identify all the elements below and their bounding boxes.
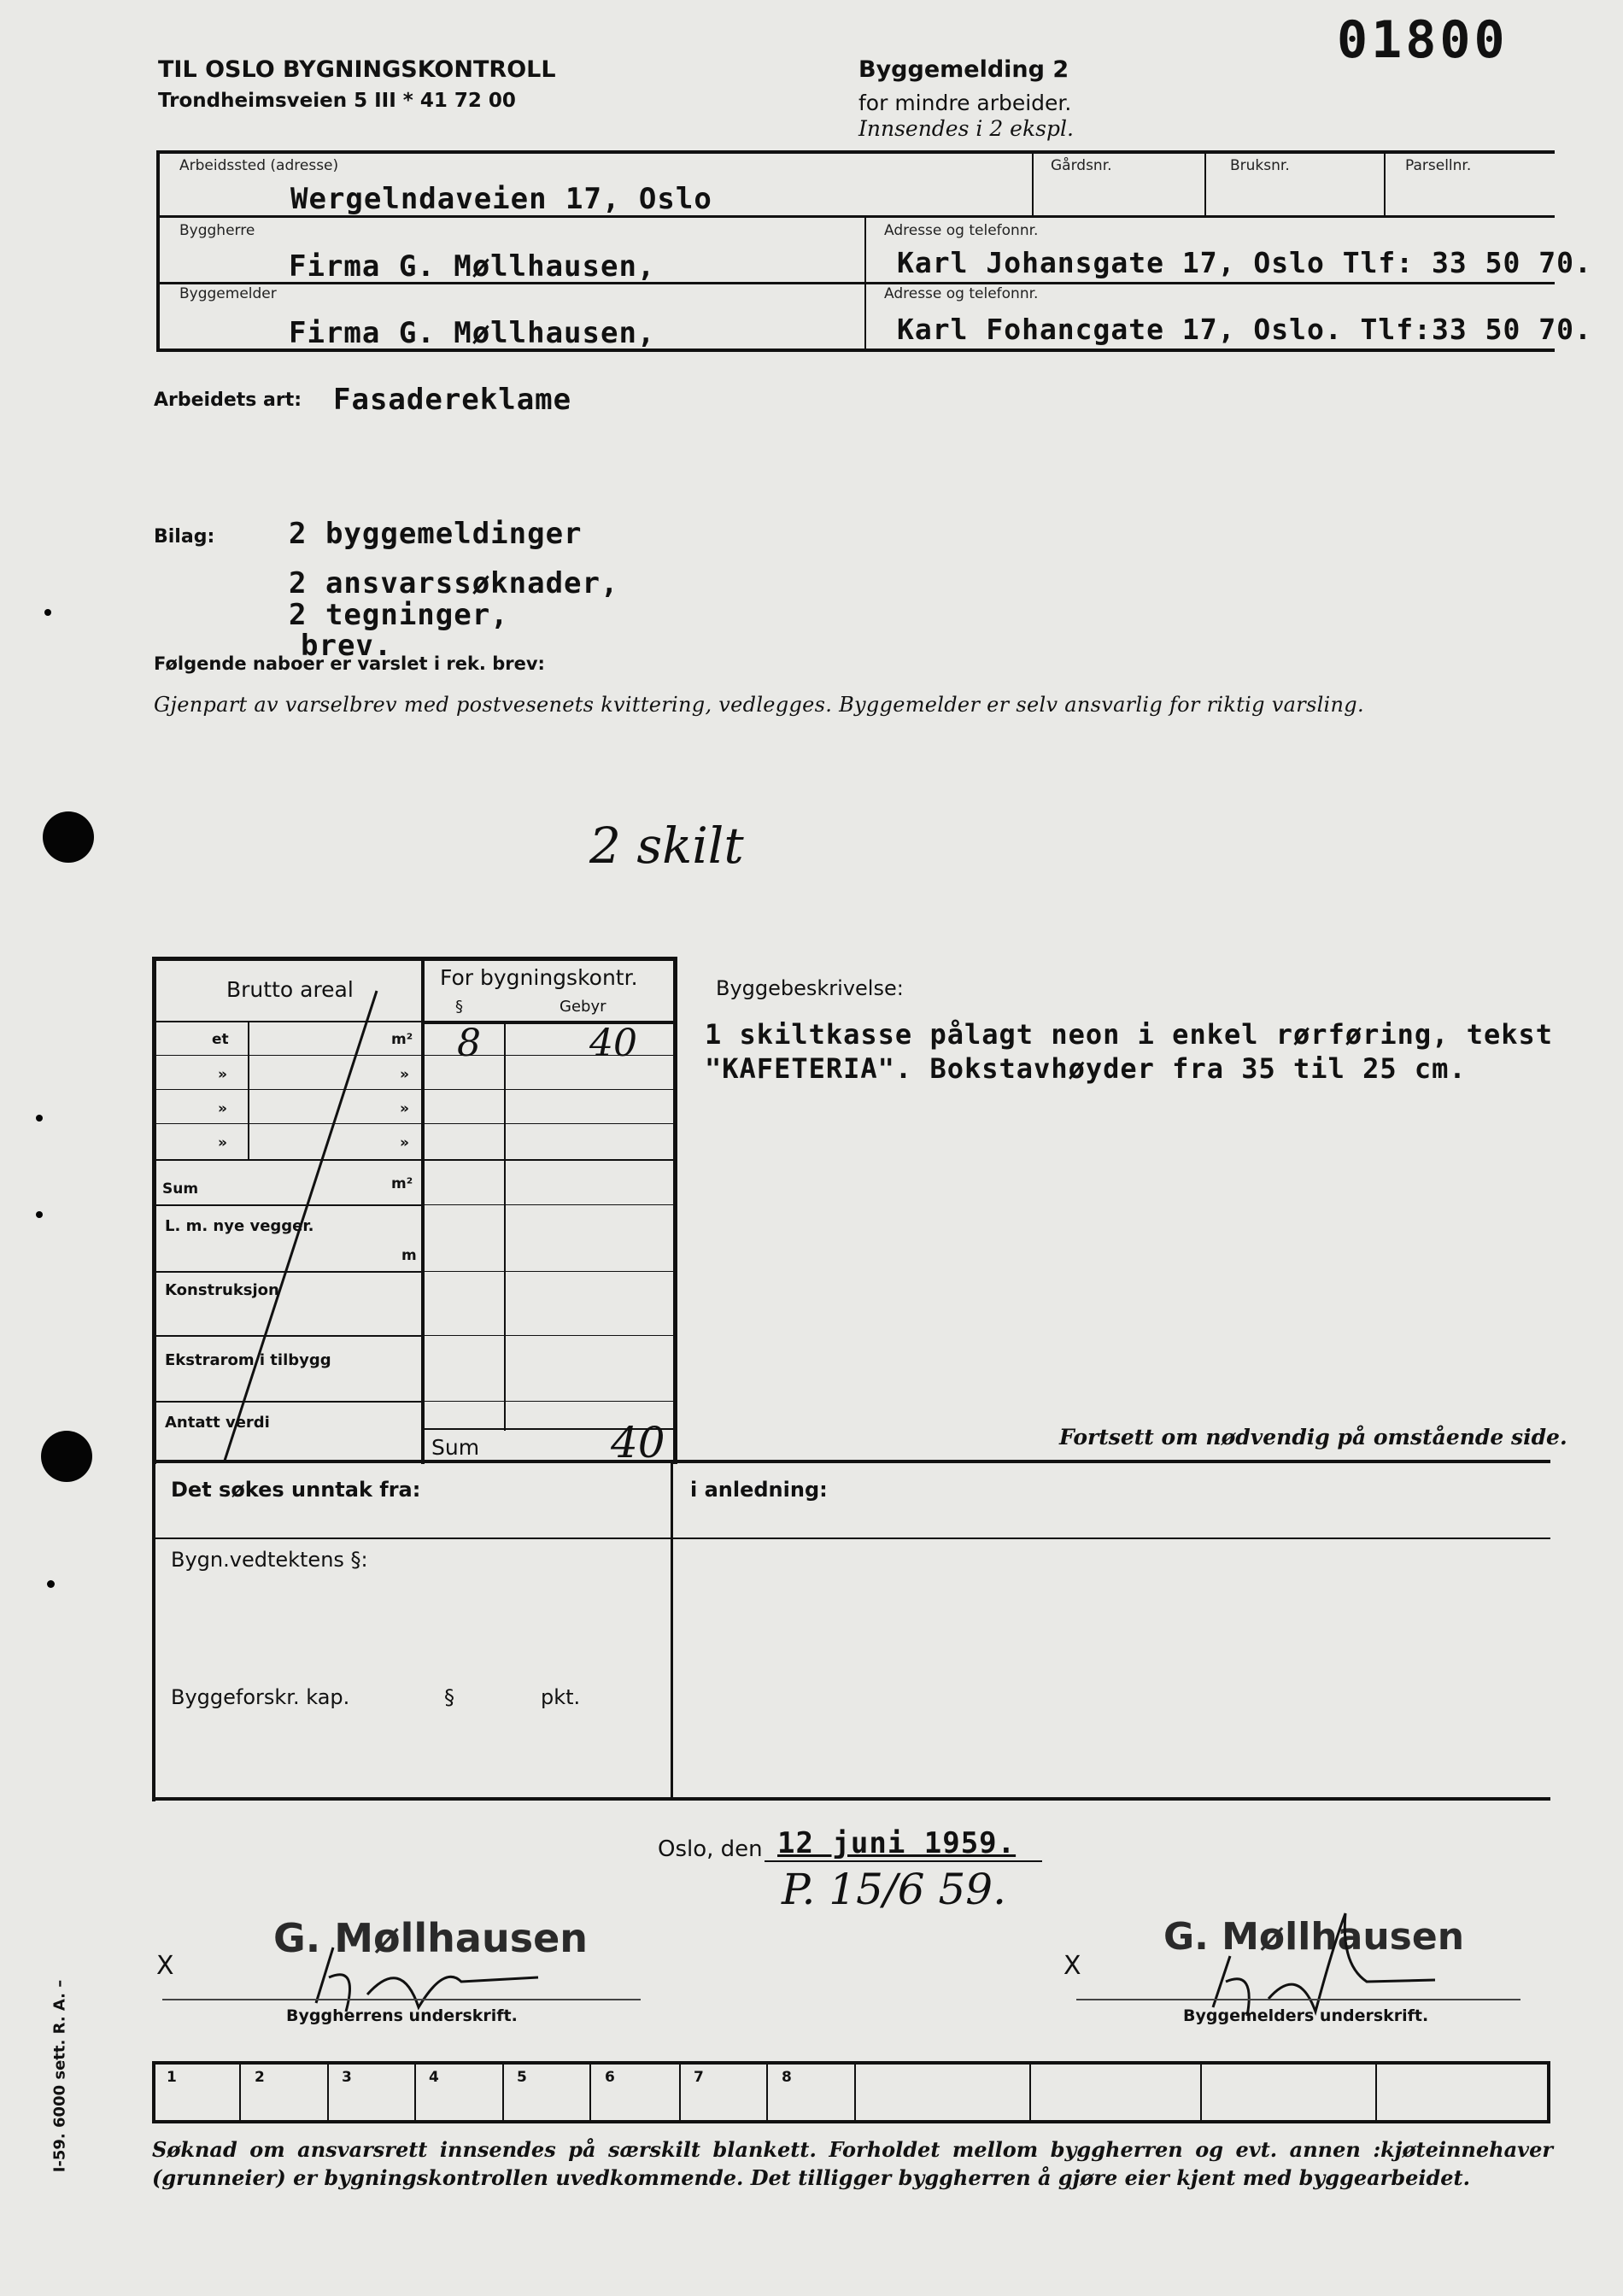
antatt-verdi-label: Antatt verdi xyxy=(165,1414,270,1432)
date-prefix: Oslo, den xyxy=(658,1836,763,1862)
bottom-cell-number: 6 xyxy=(605,2069,615,2086)
gebyr-col-label: Gebyr xyxy=(560,998,606,1016)
beskrivelse-line: "KAFETERIA". Bokstavhøyder fra 35 til 25 cm. xyxy=(705,1052,1467,1085)
parsellnr-label: Parsellnr. xyxy=(1405,157,1472,174)
right-stamp-name: G. Møllhausen xyxy=(1163,1915,1465,1959)
ditto-mark: » xyxy=(218,1134,227,1151)
bottom-cell-number: 3 xyxy=(342,2069,352,2086)
byggherre-label: Byggherre xyxy=(179,222,255,239)
bottom-cell-number: 4 xyxy=(429,2069,439,2086)
bruksnr-label: Bruksnr. xyxy=(1230,157,1290,174)
signature-mark: X xyxy=(1063,1951,1081,1981)
form-subtitle: for mindre arbeider. xyxy=(858,91,1072,115)
sum-label: Sum xyxy=(162,1180,199,1198)
naboer-label: Følgende naboer er varslet i rek. brev: xyxy=(154,653,545,674)
unit-m: m xyxy=(401,1247,417,1264)
handwritten-note: 2 skilt xyxy=(589,817,744,875)
byggherre-adresse-value: Karl Johansgate 17, Oslo Tlf: 33 50 70. xyxy=(897,246,1592,279)
diagonal-strike xyxy=(152,957,425,1469)
sum-footer-label: Sum xyxy=(431,1435,480,1460)
row-et-label: et xyxy=(212,1031,229,1048)
byggherre-adresse-label: Adresse og telefonnr. xyxy=(884,222,1039,239)
left-stamp-name: G. Møllhausen xyxy=(273,1915,589,1961)
signature-mark: X xyxy=(156,1951,174,1981)
forskrift-paragraph: § xyxy=(444,1685,454,1709)
office-address: Trondheimsveien 5 III * 41 72 00 xyxy=(158,90,516,112)
ditto-mark: » xyxy=(400,1134,409,1151)
unit-m2: m² xyxy=(391,1175,413,1192)
side-print: I-59. 6000 sett. R. A. – xyxy=(50,1979,69,2173)
date-stamp: P. 15/6 59. xyxy=(782,1865,1006,1914)
bilag-item: 2 tegninger, xyxy=(289,598,509,632)
continue-note: Fortsett om nødvendig på omstående side. xyxy=(1059,1425,1567,1450)
bottom-cell-number: 2 xyxy=(255,2069,265,2086)
nye-vegger-label: L. m. nye vegger. xyxy=(165,1217,314,1235)
arbeidssted-label: Arbeidssted (adresse) xyxy=(179,157,339,174)
beskrivelse-label: Byggebeskrivelse: xyxy=(716,976,904,1000)
office-title: TIL OSLO BYGNINGSKONTROLL xyxy=(158,56,556,83)
konstruksjon-label: Konstruksjon xyxy=(165,1281,279,1299)
bilag-label: Bilag: xyxy=(154,526,215,548)
gardsnr-label: Gårdsnr. xyxy=(1051,157,1112,174)
forskrift-label: Byggeforskr. kap. xyxy=(171,1685,350,1709)
bottom-cell-number: 7 xyxy=(694,2069,704,2086)
ekstrarom-label: Ekstrarom i tilbygg xyxy=(165,1351,331,1369)
entry-gebyr: 40 xyxy=(589,1022,637,1065)
form-title: Byggemelding 2 xyxy=(858,56,1069,83)
vedtekt-label: Bygn.vedtektens §: xyxy=(171,1548,368,1572)
for-bygningskontr-label: For bygningskontr. xyxy=(440,965,638,990)
bottom-cell-number: 8 xyxy=(782,2069,792,2086)
entry-paragraph: 8 xyxy=(457,1022,481,1065)
margin-dot xyxy=(36,1115,43,1122)
arbeidets-art-value: Fasadereklame xyxy=(333,383,572,417)
forskrift-pkt: pkt. xyxy=(541,1685,581,1709)
arbeidets-art-label: Arbeidets art: xyxy=(154,390,302,411)
ditto-mark: » xyxy=(400,1066,409,1083)
naboer-note: Gjenpart av varselbrev med postvesenets kvittering, vedlegges. Byggemelder er selv ansvarlig for riktig varsling. xyxy=(154,693,1364,717)
bottom-cell-number: 1 xyxy=(167,2069,177,2086)
unntak-label: Det søkes unntak fra: xyxy=(171,1478,421,1502)
form-note: Innsendes i 2 ekspl. xyxy=(858,116,1074,141)
margin-dot xyxy=(47,1580,55,1588)
ditto-mark: » xyxy=(218,1066,227,1083)
bilag-item: 2 ansvarssøknader, xyxy=(289,566,619,600)
byggemelder-adresse-value: Karl Fohancgate 17, Oslo. Tlf:33 50 70. xyxy=(897,313,1592,346)
byggemelder-label: Byggemelder xyxy=(179,285,277,302)
anledning-label: i anledning: xyxy=(690,1478,828,1502)
ditto-mark: » xyxy=(400,1100,409,1117)
paragraph-col-label: § xyxy=(455,998,463,1016)
margin-dot xyxy=(36,1211,43,1218)
brutto-areal-label: Brutto areal xyxy=(226,977,354,1002)
byggemelder-adresse-label: Adresse og telefonnr. xyxy=(884,285,1039,302)
bottom-cell-number: 5 xyxy=(517,2069,527,2086)
arbeidssted-value: Wergelndaveien 17, Oslo xyxy=(290,182,712,216)
bilag-item: brev. xyxy=(301,629,393,663)
unit-m2: m² xyxy=(391,1031,413,1048)
bilag-item: 2 byggemeldinger xyxy=(289,517,583,551)
beskrivelse-line: 1 skiltkasse pålagt neon i enkel rørføring, tekst xyxy=(705,1018,1554,1051)
punch-hole xyxy=(43,811,94,863)
date-value: 12 juni 1959. xyxy=(777,1826,1017,1860)
sum-value: 40 xyxy=(611,1418,665,1467)
punch-hole xyxy=(41,1431,92,1482)
footer-note: Søknad om ansvarsrett innsendes på særskilt blankett. Forholdet mellom byggherren og evt. annen :kjøteinnehaver (grunneier) er bygningskontrollen uvedkommende. Det tilligger byggherren å gjøre eier kjent med byggearbeidet. xyxy=(152,2137,1553,2190)
byggherre-value: Firma G. Møllhausen, xyxy=(289,249,656,284)
margin-dot xyxy=(44,609,51,616)
left-signature-label: Byggherrens underskrift. xyxy=(286,2006,518,2025)
ditto-mark: » xyxy=(218,1100,227,1117)
form-number: 01800 xyxy=(1337,10,1509,70)
byggemelder-value: Firma G. Møllhausen, xyxy=(289,316,656,350)
right-signature-label: Byggemelders underskrift. xyxy=(1183,2006,1429,2025)
